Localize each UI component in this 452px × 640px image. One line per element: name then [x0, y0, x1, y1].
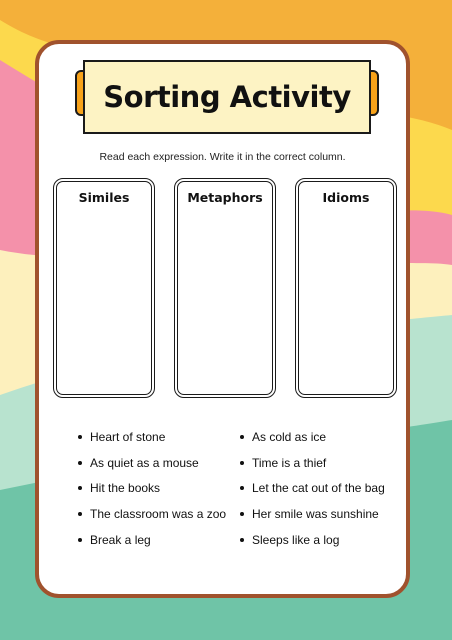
column-idioms[interactable]: [295, 178, 397, 398]
list-item: As cold as ice: [239, 428, 385, 454]
list-item: The classroom was a zoo: [77, 505, 226, 531]
list-item: Break a leg: [77, 531, 226, 557]
expression-list-right: [239, 428, 385, 556]
list-item: Heart of stone: [77, 428, 226, 454]
page-title: Sorting Activity: [103, 80, 351, 114]
instructions-text: Read each expression. Write it in the correct column.: [99, 151, 346, 163]
list-item: As quiet as a mouse: [77, 454, 226, 480]
column-header-similes: Similes: [78, 190, 130, 205]
list-item: Time is a thief: [239, 454, 385, 480]
worksheet-card: [35, 40, 410, 598]
list-item: Hit the books: [77, 479, 226, 505]
column-header-metaphors: Metaphors: [187, 190, 263, 205]
list-item: Let the cat out of the bag: [239, 479, 385, 505]
list-item: Her smile was sunshine: [239, 505, 385, 531]
column-header-idioms: Idioms: [322, 190, 370, 205]
banner-body: [83, 60, 371, 134]
list-item: Sleeps like a log: [239, 531, 385, 557]
title-banner: [75, 60, 379, 134]
expression-list-left: [77, 428, 226, 556]
column-metaphors[interactable]: [174, 178, 276, 398]
column-similes[interactable]: [53, 178, 155, 398]
